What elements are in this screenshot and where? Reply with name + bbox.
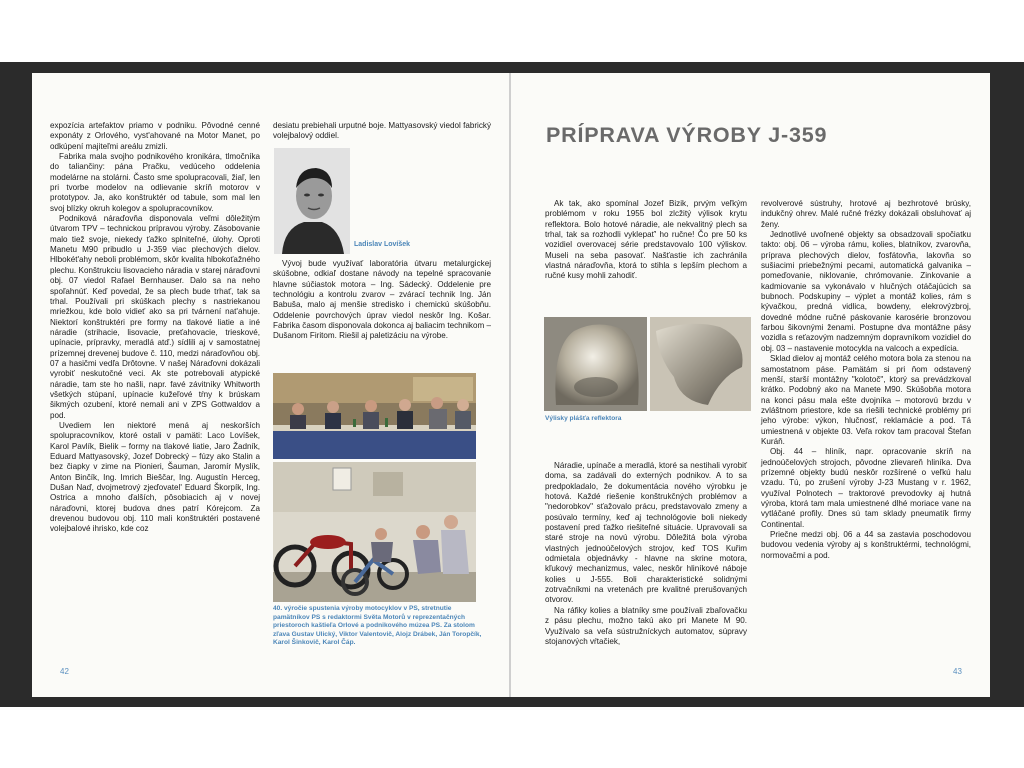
paragraph: Jednotlivé uvoľnené objekty sa obsadzovali spočiatku takto: obj. 06 – výroba rámu, kolies, blatníkov, zvarovňa, príprava plechových dielov, fosfátovňa, lakovňa so sušiacimi priebežnými pecami, automatická galvanika – pomeďovanie, niklovanie, chrómovanie. Zinkovanie a kadmiovanie sa vykonávalo v hlučných otáčajúcich sa bubnoch. Podskupiny – výplet a montáž kolies, rám s kývačkou, predná vidlica, bowdeny, elekrovýzbroj, dovedné módne ručné páskovanie karosérie bronzovou farbou šikovnými ženami. Postupne dva montážne pásy vozidla s reťazovým nadzemným dopravníkom vozidiel do obj. 03 – nastavenie motocykla na valcoch a expedícia. xyxy=(761,230,971,353)
motorcycle-museum-photo xyxy=(273,462,476,602)
paragraph: Vývoj bude využívať laboratória útvaru metalurgickej skúšobne, odkiaľ dostane návody na tepelné spracovanie hlavne súčiastok motora – Ing. Sádecký. Oddelenie pre technológiu a kontrolu zvarov – zvárací technik Ing. Ján Babuša, malo aj menšie stredisko i chemickú skúšobňu. Oddelenie povrchových úprav viedol neskôr Ing. Košar. Fabrika časom disponovala dokonca aj baliacim technikom – Dušanom Firitom. Riešil aj paletizáciu na výrobe. xyxy=(273,259,491,341)
paragraph: Priečne medzi obj. 06 a 44 sa zastavia poschodovou budovou vedenia výroby aj s konštruktérmi, technológmi, normovačmi a pod. xyxy=(761,530,971,560)
left-column-2-mid xyxy=(273,259,491,342)
left-page xyxy=(32,73,509,697)
right-column-a xyxy=(545,461,747,647)
page-number-right: 43 xyxy=(953,667,962,676)
paragraph: Podniková náraďovňa disponovala veľmi dôležitým útvarom TPV – technickou prípravou výroby. Zásobovanie malo tiež svoje, niekedy ťažko splniteľné, úlohy. Oproti Manetu M90 pribudlo u J-359 viac plechových dielov. Hlbokét'ahy neboli problémom, skôr kvalita hlbokoťažného plechu. Konštrukciu lisovacieho náradia v starej náraďovni obj. 07 viedol Rafael Bernhauser. Dalo sa na neho spoľahnúť. Keď povedal, že sa plech bude trhať, tak sa trhal. Používali pri skúškach plechy s nastriekanou mriežkou, kde bolo vidieť ako sa pri tvárnení nat'ahuje. Niektorí konštruktéri pre formy na tlakové liatie a iné náradie (strihacie, lisovacie, preťahovacie, trieskové, upínacie, prípravky, meradlá atď.) sídlili aj v samostatnej prízemnej drevenej budove č. 110, medzi náraďovňou obj. 07 a hasičmi vedľa Drôtovne. V našej Náraďovni dokázali vyrobiť neskutočné veci. Ak ste potrebovali atypické náradie, tam ste ho našli, napr. favé závitníky Whitworth všetkých stúpaní, upínacie kužeľové tŕny k brúskam šikmých ozubení, ktoré nemali ani v ZPS Gottwaldov a pod. xyxy=(50,214,260,420)
left-column-1 xyxy=(50,121,260,535)
paragraph: expozícia artefaktov priamo v podniku. Pôvodné cenné exponáty z Orlového, vyst'ahované na Motor Manet, po odkúpení majiteľmi areálu zmizli. xyxy=(50,121,260,151)
paragraph: revolverové sústruhy, hrotové aj bezhrotové brúsky, indukčný ohrev. Malé ručné frézky dokázali obsluhovať aj ženy. xyxy=(761,199,971,229)
photo-caption: 40. výročie spustenia výroby motocyklov v PS, stretnutie pamätníkov PS s redaktormi Světa Motorů v reprezentačných priestoroch kaštieľa Orlové a podnikového múzea PS. Za stolom zľava Gustav Ulický, Viktor Valentovič, Alojz Drábek, Ján Toropčík, Karol Šinkovič, Karol Čáp. xyxy=(273,605,482,647)
portrait-caption: Ladislav Lovíšek xyxy=(354,241,411,248)
paragraph: Uvediem len niektoré mená aj neskorších spolupracovníkov, ktoré ostali v pamäti: Laco Lovíšek, Karol Pavlík, Bielik – formy na tlakové liatie, Jaro Žadník, Eduard Mattyasovský, Jozef Dobrecký – fúzy ako Stalin a bez čiapky v zime na Pionieri, Šauman, Jaromír Myslík, Anton Binčík, Ing. Imrich Bieščar, Ing. Augustín Herceg, Dušan Naď, dvojmetrový zjeďovatel' Eduard Škorpík, Ing. Ostrica a mnoho ďalších, pôsobiacich aj v novej náraďovni, ktorej budova dnes patrí Kórejcom. Za drevenou budovou obj. 110 mali konštruktéri postavené volejbalové ihrisko, kde coz xyxy=(50,420,260,534)
reflector-photo-2 xyxy=(650,317,751,411)
paragraph: Na ráfiky kolies a blatníky sme používali zbaľovačku z pásu plechu, možno takú ako pri Manete M 90. Využívalo sa veľa sústružníckych automatov, súpravy stojanových vŕtačiek, xyxy=(545,605,747,646)
paragraph: Fabrika mala svojho podnikového kronikára, tlmočníka do taliančiny: pána Pračku, vedúceho oddelenia modelárne na stolárni. Často sme spolupracovali, žiaľ, len pri tvorbe modelov na odlievanie skríň motorov v prototypov. Ja, ako konštruktér od tabule, som mal len svoj blízky okruh kolegov a spolupracovníkov. xyxy=(50,152,260,213)
right-page xyxy=(511,73,990,697)
left-column-2-top xyxy=(273,121,491,142)
paragraph: Ak tak, ako spomínal Jozef Bizik, prvým veľkým problémom v roku 1955 bol zlcžitý výlisok krytu reflektora. Bolo hotové náradie, ale nekvalitný plech sa trhal, tak sa rozhodli vyklepať' ho ručne! Čo pre 50 ks vozidiel overovacej série predstavovalo 100 výliskov. Museli na seba pasovať. Našťastie ich zachránila vlastná náraďovňa, ktorá to stihla s lepším plechom a ručné kusy mohli zahodiť. xyxy=(545,199,747,281)
paragraph: Náradie, upínače a meradlá, ktoré sa nestihali vyrobiť doma, sa zadávali do externých podnikov. A to sa predpokladalo, že dokumentácia nového výrobku je hotová. Každé riešenie konštrukčných problémov a "nedorobkov" sťažovalo prácu, predstavovalo zmeny a posúvalo termíny, keď aj technológovie boli niekedy postavení pred ťažko riešiteľné situácie. Upravovali sa staré stroje na novú výrobu. Dôležitá bola výroba vlastných jednoúčelových strojov, keď TOS Kuřim odmietala objednávky - hlavne na skrine motora, kľukový mechanizmus, valec, neskôr hliníkové náboje kolies u J-555. Boli charakteristické solidnými zotrvačníkmi na vretenách pre kvalitné prerušovaných otvorov. xyxy=(545,461,747,605)
meeting-photo xyxy=(273,373,476,459)
paragraph: desiatu prebiehali urputné boje. Mattyasovský viedol fabrický volejbalový oddiel. xyxy=(273,121,491,141)
reflector-photo-1 xyxy=(544,317,647,411)
right-column-b xyxy=(761,199,971,561)
page-number-left: 42 xyxy=(60,667,69,676)
paragraph: Sklad dielov aj montáž celého motora bola za stenou na samostatnom páse. Pamätám si pri ňom odstavený menší, starší montážny "kolotoč", ktorý sa prevádzkoval krátko. Podobný ako na Manete M90. Skúšobňa motora na konci pásu mala ešte dvojníka – motorovú brzdu v zvláštnom priestore, kde sa riešili technické problémy pri jeho výrobe: výkon, hlučnosť, reklamácie a pod. Tá umiestnená v objekte 03. Veľa rokov tam pracoval Štefan Kuráň. xyxy=(761,354,971,446)
intro-column xyxy=(545,199,747,282)
page-title: PRÍPRAVA VÝROBY J-359 xyxy=(546,123,828,147)
reflector-caption: Výlisky plášťa reflektora xyxy=(545,415,622,422)
paragraph: Obj. 44 – hliník, napr. opracovanie skríň na jednoúčelových strojoch, pôvodne zlievareň hliníka. Dva prízemné objekty budú neskôr rozšírené o veľkú halu vzadu. Tú, po zrušení výroby J-23 Mustang v r. 1962, využíval Polnotech – traktorové prevodovky aj hutná výroba, ktorá tam mala umiestnené dlhé moriace vane na vytláčané profily. Dnes sú tam sklady pneumatík firmy Continental. xyxy=(761,447,971,529)
portrait-photo-lovisek xyxy=(274,148,350,254)
